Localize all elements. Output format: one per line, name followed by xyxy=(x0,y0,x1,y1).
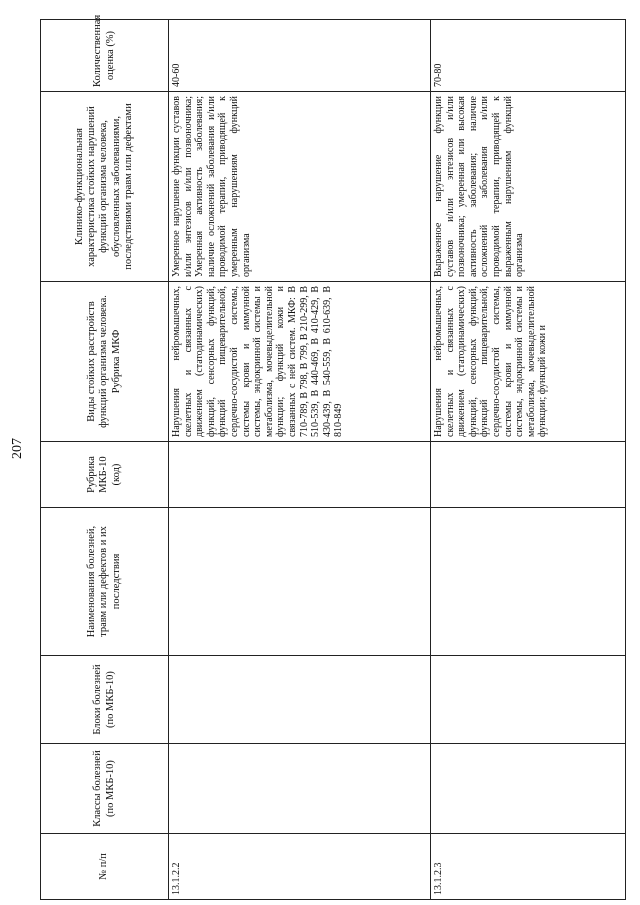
row-num: 13.1.2.2 xyxy=(169,834,431,900)
header-icd-code: Рубрика МКБ-10 (код) xyxy=(41,442,169,508)
header-function-types: Виды стойких расстройств функций организма человека. Рубрика МКФ xyxy=(41,282,169,442)
row-name xyxy=(169,508,431,656)
header-clinical-description: Клинико-функциональная характеристика стойких нарушений функций организма человека, обусловленных заболеваниями, последствиями травм или дефектами xyxy=(41,92,169,282)
row-name xyxy=(431,508,626,656)
row-percent: 70-80 xyxy=(431,20,626,92)
row-functions: Нарушения нейромышечных, скелетных и связанных с движением (статодинамических) функций, сенсорных функций, функций пищеварительной, сердечно-сосудистой системы, системы крови и иммунной системы, эндокринной системы и метаболизма, мочевыделительной функции; функций кожи и связанных с ней систем. МКФ: В 710-789, В 798, В 799, В 210-299, В 510-539, В 440-469, В 410-429, В 430-439, В 540-559, В 610-639, В 810-849 xyxy=(169,282,431,442)
header-classes: Классы болезней (по МКБ-10) xyxy=(41,744,169,834)
row-code xyxy=(431,442,626,508)
row-code xyxy=(169,442,431,508)
header-blocks: Блоки болезней (по МКБ-10) xyxy=(41,656,169,744)
header-percent: Количественная оценка (%) xyxy=(41,20,169,92)
row-description: Выраженное нарушение функции суставов и/или энтезисов и/или позвоночника; умеренная или высокая активность заболевания; наличие осложнений заболевания и/или проводимой терапии, приводящей к выраженным нарушениям функций организма xyxy=(431,92,626,282)
table-header-row xyxy=(41,20,169,900)
row-blocks xyxy=(169,656,431,744)
header-num: № п/п xyxy=(41,834,169,900)
disability-criteria-table xyxy=(40,14,626,900)
row-classes xyxy=(169,744,431,834)
row-num: 13.1.2.3 xyxy=(431,834,626,900)
table-row xyxy=(431,20,626,900)
row-description: Умеренное нарушение функции суставов и/или энтезисов и/или позвоночника; Умеренная активность заболевания; наличие осложнений заболевания и/или проводимой терапии, приводящей к умеренным нарушениям функций организма xyxy=(169,92,431,282)
rotated-table-container xyxy=(40,14,625,900)
row-classes xyxy=(431,744,626,834)
row-blocks xyxy=(431,656,626,744)
row-percent: 40-60 xyxy=(169,20,431,92)
page-number: 207 xyxy=(10,438,25,459)
header-disease-name: Наименования болезней, травм или дефектов и их последствия xyxy=(41,508,169,656)
table-row xyxy=(169,20,431,900)
row-functions: Нарушения нейромышечных, скелетных и связанных с движением (статодинамических) функций, сенсорных функций, функций пищеварительной, сердечно-сосудистой системы, системы крови и иммунной системы, эндокринной системы и метаболизма, мочевыделительной функции; функций кожи и xyxy=(431,282,626,442)
